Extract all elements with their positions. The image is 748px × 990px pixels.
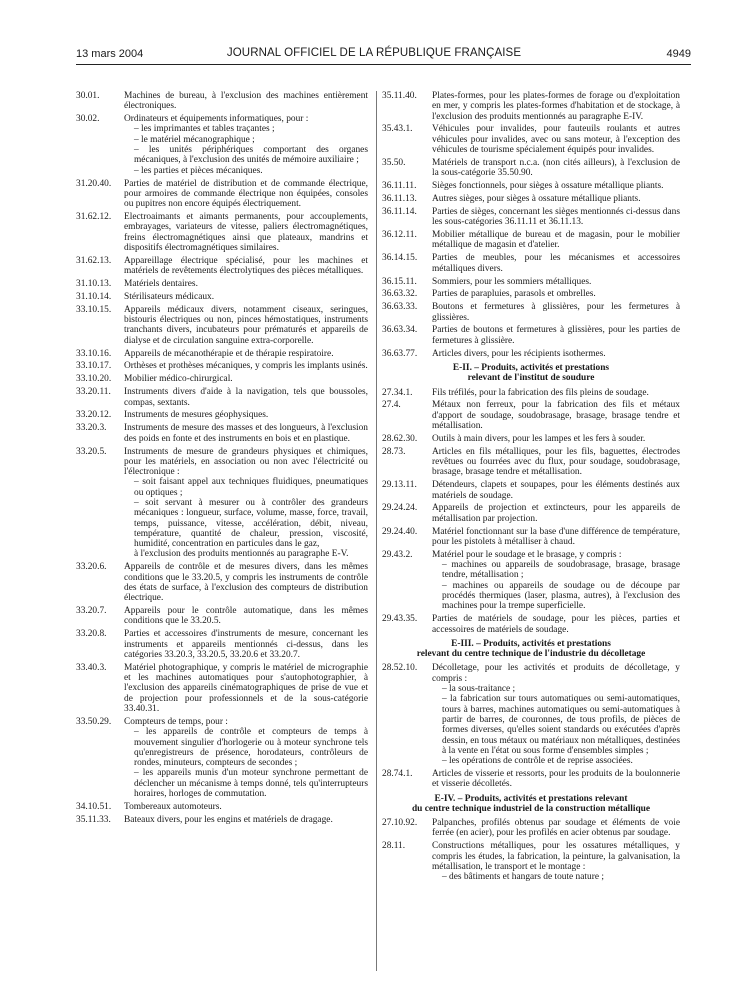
entry-text: Parties de sièges, concernant les sièges mentionnés ci-dessus dans les sous-catégories 36.11.11 et 36.11.13. (432, 206, 680, 228)
nomenclature-entry (382, 527, 680, 548)
entry-text: Parties et accessoires d'instruments de mesure, concernant les instruments et appareils mentionnés ci-dessus, dans les catégories 33.20.3, 33.20.5, 33.20.6 et 33.20.7. (124, 629, 368, 660)
entry-text: Boutons et fermetures à glissières, pour les fermetures à glissières. (432, 302, 680, 323)
entry-text: Parties de meubles, pour les mécanismes et accessoires métalliques divers. (432, 253, 680, 274)
nomenclature-entry (76, 305, 368, 346)
entry-text: Matériel fonctionnant sur la base d'une différence de température, pour les pistolets à métalliser à chaud. (432, 526, 680, 547)
entry-code: 36.14.15. (382, 253, 418, 264)
entry-code: 33.10.17. (76, 361, 112, 372)
nomenclature-entry (76, 349, 368, 359)
entry-code: 36.63.32. (382, 289, 418, 300)
entry-code: 33.10.15. (76, 304, 112, 315)
entry-subitem: – machines ou appareils de soudage ou de découpe par procédés thermiques (laser, plasma, autres), à l'exclusion des machines pour la trempe superficielle. (442, 581, 680, 612)
column-divider (376, 91, 377, 971)
entry-subitem: – le matériel mécanographique ; (134, 135, 368, 145)
entry-code: 31.10.13. (76, 279, 112, 290)
entry-text: Instruments de mesures géophysiques. (124, 410, 269, 421)
entry-code: 35.11.33. (76, 814, 111, 825)
entry-code: 36.63.34. (382, 325, 418, 336)
entry-text: Matériels dentaires. (124, 279, 198, 290)
nomenclature-entry (76, 212, 368, 253)
entry-code: 29.24.40. (382, 526, 418, 537)
entry-code: 29.43.2. (382, 549, 413, 560)
entry-subitem: – les opérations de contrôle et de reprise associées. (442, 756, 680, 766)
nomenclature-entry (382, 194, 680, 204)
section-heading-line: relevant de l'institut de soudure (467, 373, 595, 384)
nomenclature-entry (382, 503, 680, 524)
entry-code: 33.20.8. (76, 629, 107, 640)
entry-code: 33.40.3. (76, 662, 107, 673)
entry-text: Ordinateurs et équipements informatiques, pour : (124, 114, 309, 125)
entry-text: Appareils médicaux divers, notamment ciseaux, seringues, bistouris électriques ou non, pinces hémostatiques, instruments tranchants divers, incubateurs pour prématurés et appareils de dialyse et de circulation sanguine extra-corporelle. (124, 304, 368, 346)
nomenclature-entry (76, 802, 368, 812)
nomenclature-entry (76, 292, 368, 302)
section-heading (382, 794, 680, 815)
entry-subitem: – les appareils munis d'un moteur synchrone permettant de déclencher un mécanisme à temps donné, tels qu'interrupteurs horaires, horloges de commutation. (134, 768, 368, 799)
entry-text: Détendeurs, clapets et soupapes, pour les éléments destinés aux matériels de soudage. (432, 480, 680, 501)
entry-code: 31.10.14. (76, 291, 112, 302)
left-column (76, 91, 368, 828)
nomenclature-entry (382, 158, 680, 179)
entry-code: 28.62.30. (382, 433, 418, 444)
nomenclature-entry (382, 277, 680, 287)
entry-text: Appareillage électrique spécialisé, pour les machines et matériels de revêtements électrolytiques des pièces métalliques. (124, 255, 368, 277)
entry-code: 35.43.1. (382, 124, 413, 135)
entry-text: Orthèses et prothèses mécaniques, y compris les implants usinés. (124, 361, 368, 372)
nomenclature-entry (76, 91, 368, 112)
entry-text: Matériels de transport n.c.a. (non cités ailleurs), à l'exclusion de la sous-catégorie 35.50.90. (432, 157, 680, 179)
entry-text: Outils à main divers, pour les lampes et les fers à souder. (432, 433, 646, 444)
nomenclature-entry (76, 562, 368, 603)
nomenclature-entry (382, 230, 680, 251)
nomenclature-entry (382, 302, 680, 323)
nomenclature-entry (76, 629, 368, 660)
entry-code: 33.20.12. (76, 410, 112, 421)
entry-text: Mobilier métallique de bureau et de magasin, pour le mobilier métallique de magasin et d'atelier. (432, 230, 680, 251)
entry-text: Tombereaux automoteurs. (124, 801, 222, 812)
entry-code: 30.02. (76, 114, 100, 125)
entry-subitem: – soit faisant appel aux techniques fluidiques, pneumatiques ou optiques ; (134, 477, 368, 498)
entry-code: 28.73. (382, 446, 406, 457)
nomenclature-entry (76, 256, 368, 277)
entry-text: Autres sièges, pour sièges à ossature métallique pliants. (432, 194, 641, 205)
entry-code: 36.15.11. (382, 276, 417, 287)
entry-code: 33.20.5. (76, 446, 107, 457)
entry-text: Mobilier médico-chirurgical. (124, 374, 233, 385)
entry-code: 31.62.13. (76, 255, 112, 266)
entry-subitem: – les appareils de contrôle et compteurs de temps à mouvement singulier d'horlogerie ou à moteur synchrone tels qu'enregistreurs de présence, horodateurs, contrôleurs de rondes, minuteurs, compteurs de secondes ; (134, 727, 368, 768)
entry-code: 36.12.11. (382, 230, 417, 241)
entry-text: Parties de parapluies, parasols et ombrelles. (432, 289, 596, 300)
entry-text: Electroaimants et aimants permanents, pour accouplements, embrayages, variateurs de vitesse, paliers électromagnétiques, freins électromagnétiques ainsi que plateaux, mandrins et dispositifs électromagnétiques similaires. (124, 212, 368, 253)
entry-code: 36.63.77. (382, 348, 418, 359)
entry-text: Appareils pour le contrôle automatique, dans les mêmes conditions que le 33.20.5. (124, 606, 368, 627)
entry-code: 33.10.16. (76, 348, 112, 359)
nomenclature-entry (382, 480, 680, 501)
section-heading-line: E-III. – Produits, activités et prestations (451, 638, 611, 649)
entry-code: 35.50. (382, 157, 406, 168)
entry-text: Décolletage, pour les activités et produits de décolletage, y compris : (432, 663, 680, 684)
entry-subitem: – des bâtiments et hangars de toute nature ; (442, 872, 680, 882)
entry-text: Constructions métalliques, pour les ossatures métalliques, y compris les études, la fabrication, la peinture, la galvanisation, la métallisation, le transport et le montage : (432, 841, 680, 872)
entry-text: Plates-formes, pour les plates-formes de forage ou d'exploitation en mer, y compris les plates-formes d'habitation et de stockage, à l'exclusion des produits mentionnés au paragraphe E-IV. (432, 91, 680, 122)
nomenclature-entry (76, 374, 368, 384)
entry-text: Appareils de projection et extincteurs, pour les appareils de métallisation par projection. (432, 503, 680, 524)
entry-code: 27.4. (382, 400, 401, 411)
entry-text: Matériel pour le soudage et le brasage, y compris : (432, 549, 622, 560)
entry-code: 29.24.24. (382, 503, 418, 514)
entry-code: 27.34.1. (382, 387, 413, 398)
nomenclature-entry (382, 447, 680, 478)
entry-code: 33.20.11. (76, 387, 111, 398)
entry-subitem: – les unités périphériques comportant des organes mécaniques, à l'exclusion des unités de mémoire auxiliaire ; (134, 145, 368, 166)
nomenclature-entry (76, 361, 368, 371)
entry-text: Appareils de mécanothérapie et de thérapie respiratoire. (124, 348, 334, 359)
entry-code: 30.01. (76, 91, 100, 101)
section-heading-line: du centre technique industriel de la construction métallique (411, 803, 651, 814)
nomenclature-entry (76, 447, 368, 560)
nomenclature-entry (382, 253, 680, 274)
entry-text: Parties de matériel de distribution et de commande électrique, pour armoires de commande électrique non équipées, consoles ou pupitres non encore équipés électriquement. (124, 178, 368, 210)
entry-tail: à l'exclusion des produits mentionnés au paragraphe E-V. (134, 549, 349, 560)
section-heading (382, 639, 680, 660)
entry-subitem: – la fabrication sur tours automatiques ou semi-automatiques, tours à barres, machines automatiques ou semi-automatiques à partir de barres, de couronnes, de tous profils, de pièces de formes diverses, qu'elles soient standards ou exécutées d'après dessin, en tous métaux ou matériaux non métalliques, destinées à la vente en l'état ou sous forme d'ensembles simples ; (442, 694, 680, 756)
page-header (0, 0, 748, 62)
entry-subitem: – la sous-traitance ; (442, 684, 680, 694)
entry-text: Articles divers, pour les récipients isothermes. (432, 348, 606, 359)
entry-text: Instruments divers d'aide à la navigation, tels que boussoles, compas, sextants. (124, 387, 368, 408)
entry-code: 33.20.3. (76, 423, 107, 434)
header-rule (76, 64, 691, 65)
nomenclature-entry (382, 818, 680, 839)
entry-text: Parties de matériels de soudage, pour les pièces, parties et accessoires de matériels de soudage. (432, 614, 680, 635)
entry-text: Appareils de contrôle et de mesures divers, dans les mêmes conditions que le 33.20.5, y compris les instruments de contrôle des états de surface, à l'exclusion des compteurs de distribution électrique. (124, 562, 368, 604)
entry-code: 29.43.35. (382, 614, 418, 625)
entry-code: 29.13.11. (382, 480, 417, 491)
entry-text: Bateaux divers, pour les engins et matériels de dragage. (124, 814, 333, 825)
entry-text: Sièges fonctionnels, pour sièges à ossature métallique pliants. (432, 181, 664, 192)
nomenclature-entry (382, 400, 680, 431)
section-heading-line: E-IV. – Produits, activités et prestations relevant (434, 793, 628, 804)
entry-subitem: – soit servant à mesurer ou à contrôler des grandeurs mécaniques : longueur, surface, volume, masse, force, travail, temps, puissance, vitesse, accélération, débit, niveau, température, quantité de chaleur, pression, viscosité, humidité, concentration en particules dans le gaz, (134, 498, 368, 549)
entry-text: Machines de bureau, à l'exclusion des machines entièrement électroniques. (124, 91, 368, 112)
nomenclature-entry (382, 550, 680, 612)
entry-code: 36.63.33. (382, 302, 418, 313)
entry-text: Instruments de mesure de grandeurs physiques et chimiques, pour les matériels, en association ou non avec l'électricité ou l'électronique : (124, 446, 368, 478)
nomenclature-entry (76, 663, 368, 714)
entry-code: 27.10.92. (382, 818, 418, 829)
section-heading-line: relevant du centre technique de l'industrie du décolletage (416, 649, 646, 660)
entry-code: 33.20.7. (76, 606, 107, 617)
entry-code: 36.11.14. (382, 206, 417, 217)
nomenclature-entry (76, 387, 368, 408)
nomenclature-entry (382, 289, 680, 299)
entry-subitem: – les parties et pièces mécaniques. (134, 166, 368, 176)
nomenclature-entry (76, 606, 368, 627)
nomenclature-entry (76, 114, 368, 176)
entry-text: Articles de visserie et ressorts, pour les produits de la boulonnerie et visserie décolletés. (432, 768, 680, 790)
nomenclature-entry (382, 663, 680, 766)
nomenclature-entry (76, 423, 368, 444)
page-number: 4949 (666, 48, 691, 60)
entry-code: 34.10.51. (76, 801, 112, 812)
entry-text: Parties de boutons et fermetures à glissières, pour les parties de fermetures à glissière. (432, 325, 680, 346)
journal-title: JOURNAL OFFICIEL DE LA RÉPUBLIQUE FRANÇAISE (226, 47, 522, 59)
entry-code: 28.74.1. (382, 768, 413, 779)
nomenclature-entry (382, 388, 680, 398)
nomenclature-entry (76, 410, 368, 420)
entry-code: 28.11. (382, 841, 406, 852)
section-heading-line: E-II. – Produits, activités et prestations (452, 362, 610, 373)
entry-text: Matériel photographique, y compris le matériel de micrographie et les machines automatiques pour s'autophotographier, à l'exclusion des appareils cinématographiques de prise de vue et de projection pour professionnels et de la sous-catégorie 33.40.31. (124, 662, 368, 715)
entry-text: Stérilisateurs médicaux. (124, 291, 215, 302)
issue-date: 13 mars 2004 (76, 48, 144, 60)
entry-code: 36.11.13. (382, 194, 417, 205)
entry-code: 35.11.40. (382, 91, 417, 101)
nomenclature-entry (382, 769, 680, 790)
entry-text: Compteurs de temps, pour : (124, 716, 228, 727)
nomenclature-entry (382, 434, 680, 444)
entry-code: 33.10.20. (76, 374, 112, 385)
entry-code: 31.20.40. (76, 178, 112, 189)
nomenclature-entry (76, 717, 368, 799)
entry-code: 28.52.10. (382, 663, 418, 674)
nomenclature-entry (76, 279, 368, 289)
entry-text: Instruments de mesure des masses et des longueurs, à l'exclusion des poids en fonte et des instruments en bois et en plastique. (124, 423, 368, 444)
entry-text: Palpanches, profilés obtenus par soudage et éléments de voie ferrée (en acier), pour les profilés en acier obtenus par soudage. (432, 818, 680, 839)
right-column (382, 91, 680, 885)
nomenclature-entry (382, 614, 680, 635)
nomenclature-entry (76, 815, 368, 825)
entry-text: Fils tréfilés, pour la fabrication des fils pleins de soudage. (432, 387, 649, 398)
nomenclature-entry (382, 181, 680, 191)
nomenclature-entry (382, 124, 680, 155)
entry-subitem: – les imprimantes et tables traçantes ; (134, 124, 368, 134)
entry-code: 31.62.12. (76, 212, 112, 223)
entry-text: Articles en fils métalliques, pour les fils, baguettes, électrodes revêtues ou fourrées avec du flux, pour soudage, soudobrasage, brasage, brasage tendre et métallisation. (432, 446, 680, 478)
nomenclature-entry (382, 207, 680, 228)
nomenclature-entry (382, 349, 680, 359)
entry-text: Sommiers, pour les sommiers métalliques. (432, 276, 592, 287)
nomenclature-entry (76, 179, 368, 210)
entry-text: Métaux non ferreux, pour la fabrication des fils et métaux d'apport de soudage, soudobrasage, brasage, brasage tendre et métallisation. (432, 400, 680, 432)
entry-code: 33.20.6. (76, 562, 107, 573)
section-heading (382, 363, 680, 384)
nomenclature-entry (382, 91, 680, 122)
entry-text: Véhicules pour invalides, pour fauteuils roulants et autres véhicules pour invalides, avec ou sans moteur, à l'exception des véhicules de tourisme spécialement équipés pour invalides. (432, 124, 680, 156)
nomenclature-entry (382, 325, 680, 346)
entry-code: 36.11.11. (382, 181, 417, 192)
nomenclature-entry (382, 841, 680, 882)
entry-subitem: – machines ou appareils de soudobrasage, brasage, brasage tendre, métallisation ; (442, 560, 680, 581)
entry-code: 33.50.29. (76, 716, 112, 727)
